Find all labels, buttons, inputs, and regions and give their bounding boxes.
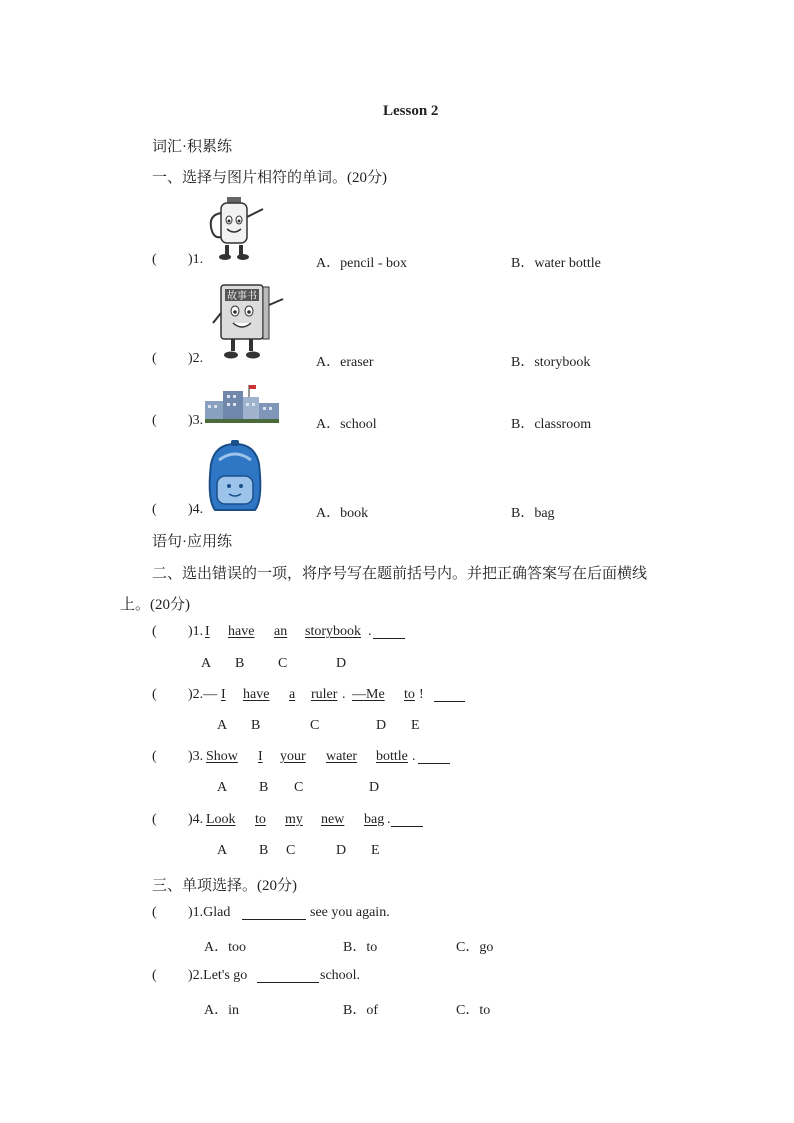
p2-q2-period: . <box>342 687 346 702</box>
p2-q4-letter-c: C <box>286 843 296 858</box>
p3-q2-stem-rest: school. <box>320 968 361 983</box>
school-picture <box>205 385 279 423</box>
p1-q1-option-b: B．water bottle <box>511 256 601 271</box>
p2-q3-word-d1: water <box>326 749 358 764</box>
p2-q1-word-c: an <box>274 624 288 639</box>
storybook-picture <box>211 283 287 363</box>
p3-q1-option-c: C．go <box>456 940 494 955</box>
p2-q1-letter-d: D <box>336 656 347 671</box>
p2-q4-word-a: Look <box>206 812 236 827</box>
p2-q4-letter-a: A <box>217 843 228 858</box>
p2-q2-word-d: ruler <box>311 687 338 702</box>
p2-q2-letter-c: C <box>310 718 320 733</box>
p2-q3-word-a: Show <box>206 749 238 764</box>
p2-q1-letter-a: A <box>201 656 212 671</box>
p3-q2-option-b: B．of <box>343 1003 378 1018</box>
p2-q2-letter-d: D <box>376 718 387 733</box>
water-bottle-picture <box>205 195 271 263</box>
part1-heading: 一、选择与图片相符的单词。(20分) <box>152 170 387 186</box>
p1-q4-number: )4. <box>188 502 204 517</box>
p2-q1-word-d: storybook <box>305 624 361 639</box>
p2-q4-word-e: bag <box>364 812 385 827</box>
p2-q1-paren-open: ( <box>152 624 157 639</box>
p2-q2-word-e: —Me <box>352 687 385 702</box>
p1-q1-paren-open: ( <box>152 252 157 267</box>
p2-q2-number: )2.— <box>188 687 218 702</box>
p2-q3-number: )3. <box>188 749 204 764</box>
p3-q1-answer-blank[interactable] <box>242 907 306 920</box>
p1-q2-paren-open: ( <box>152 351 157 366</box>
p2-q4-letter-e: E <box>371 843 380 858</box>
p2-q3-word-b: I <box>258 749 263 764</box>
p2-q4-word-b: to <box>255 812 266 827</box>
p2-q1-word-a: I <box>205 624 210 639</box>
p2-q2-word-a: I <box>221 687 226 702</box>
p2-q3-letter-c: C <box>294 780 304 795</box>
p2-q3-word-c: your <box>280 749 306 764</box>
part2-heading-line2: 上。(20分) <box>120 597 190 613</box>
p1-q4-paren-open: ( <box>152 502 157 517</box>
p3-q2-option-c: C．to <box>456 1003 491 1018</box>
p2-q3-end: . <box>412 749 416 764</box>
p3-q1-option-b: B．to <box>343 940 378 955</box>
p2-q4-number: )4. <box>188 812 204 827</box>
section-sentence-heading: 语句·应用练 <box>152 534 232 550</box>
p2-q4-answer-blank[interactable] <box>391 814 423 827</box>
p2-q2-letter-b: B <box>251 718 261 733</box>
p2-q2-letter-a: A <box>217 718 228 733</box>
p1-q3-option-a: A．school <box>316 417 377 432</box>
p3-q1-stem-rest: see you again. <box>310 905 390 920</box>
section-vocab-heading: 词汇·积累练 <box>152 139 232 155</box>
p2-q2-word-c: a <box>289 687 296 702</box>
p2-q3-letter-b: B <box>259 780 269 795</box>
page-title: Lesson 2 <box>383 103 439 119</box>
p2-q3-word-d2: bottle <box>376 749 408 764</box>
p1-q3-paren-open: ( <box>152 413 157 428</box>
p2-q3-letter-d: D <box>369 780 380 795</box>
p2-q1-answer-blank[interactable] <box>373 626 405 639</box>
p2-q1-letter-c: C <box>278 656 288 671</box>
p2-q3-paren-open: ( <box>152 749 157 764</box>
p3-q1-stem: )1.Glad <box>188 905 231 920</box>
p1-q2-number: )2. <box>188 351 204 366</box>
p3-q2-answer-blank[interactable] <box>257 970 319 983</box>
p3-q2-option-a: A．in <box>204 1003 239 1018</box>
part3-heading: 三、单项选择。(20分) <box>152 878 297 894</box>
p2-q2-paren-open: ( <box>152 687 157 702</box>
p2-q4-end: . <box>387 812 391 827</box>
p2-q4-paren-open: ( <box>152 812 157 827</box>
p1-q1-number: )1. <box>188 252 204 267</box>
p2-q3-letter-a: A <box>217 780 228 795</box>
p1-q4-option-b: B．bag <box>511 506 555 521</box>
p2-q2-letter-e: E <box>411 718 420 733</box>
p2-q2-word-b: have <box>243 687 270 702</box>
p2-q3-answer-blank[interactable] <box>418 751 450 764</box>
p3-q1-paren-open: ( <box>152 905 157 920</box>
p3-q1-option-a: A．too <box>204 940 246 955</box>
part2-heading-line1: 二、选出错误的一项，将序号写在题前括号内。并把正确答案写在后面横线 <box>152 566 648 582</box>
p2-q1-letter-b: B <box>235 656 245 671</box>
p1-q2-option-a: A．eraser <box>316 355 374 370</box>
p2-q1-number: )1. <box>188 624 204 639</box>
p2-q4-letter-d: D <box>336 843 347 858</box>
p1-q4-option-a: A．book <box>316 506 369 521</box>
p3-q2-stem: )2.Let's go <box>188 968 248 983</box>
p2-q4-letter-b: B <box>259 843 269 858</box>
p3-q2-paren-open: ( <box>152 968 157 983</box>
p1-q1-option-a: A．pencil - box <box>316 256 407 271</box>
p2-q1-end: . <box>368 624 372 639</box>
p2-q2-answer-blank[interactable] <box>434 689 465 702</box>
book-label: 故事书 <box>227 291 257 302</box>
p2-q4-word-c: my <box>285 812 303 827</box>
backpack-picture <box>205 440 265 514</box>
p1-q3-option-b: B．classroom <box>511 417 592 432</box>
p2-q1-word-b: have <box>228 624 255 639</box>
p2-q2-word-f: to <box>404 687 415 702</box>
p1-q2-option-b: B．storybook <box>511 355 591 370</box>
p2-q2-end: ! <box>419 687 424 702</box>
p2-q4-word-d: new <box>321 812 345 827</box>
p1-q3-number: )3. <box>188 413 204 428</box>
